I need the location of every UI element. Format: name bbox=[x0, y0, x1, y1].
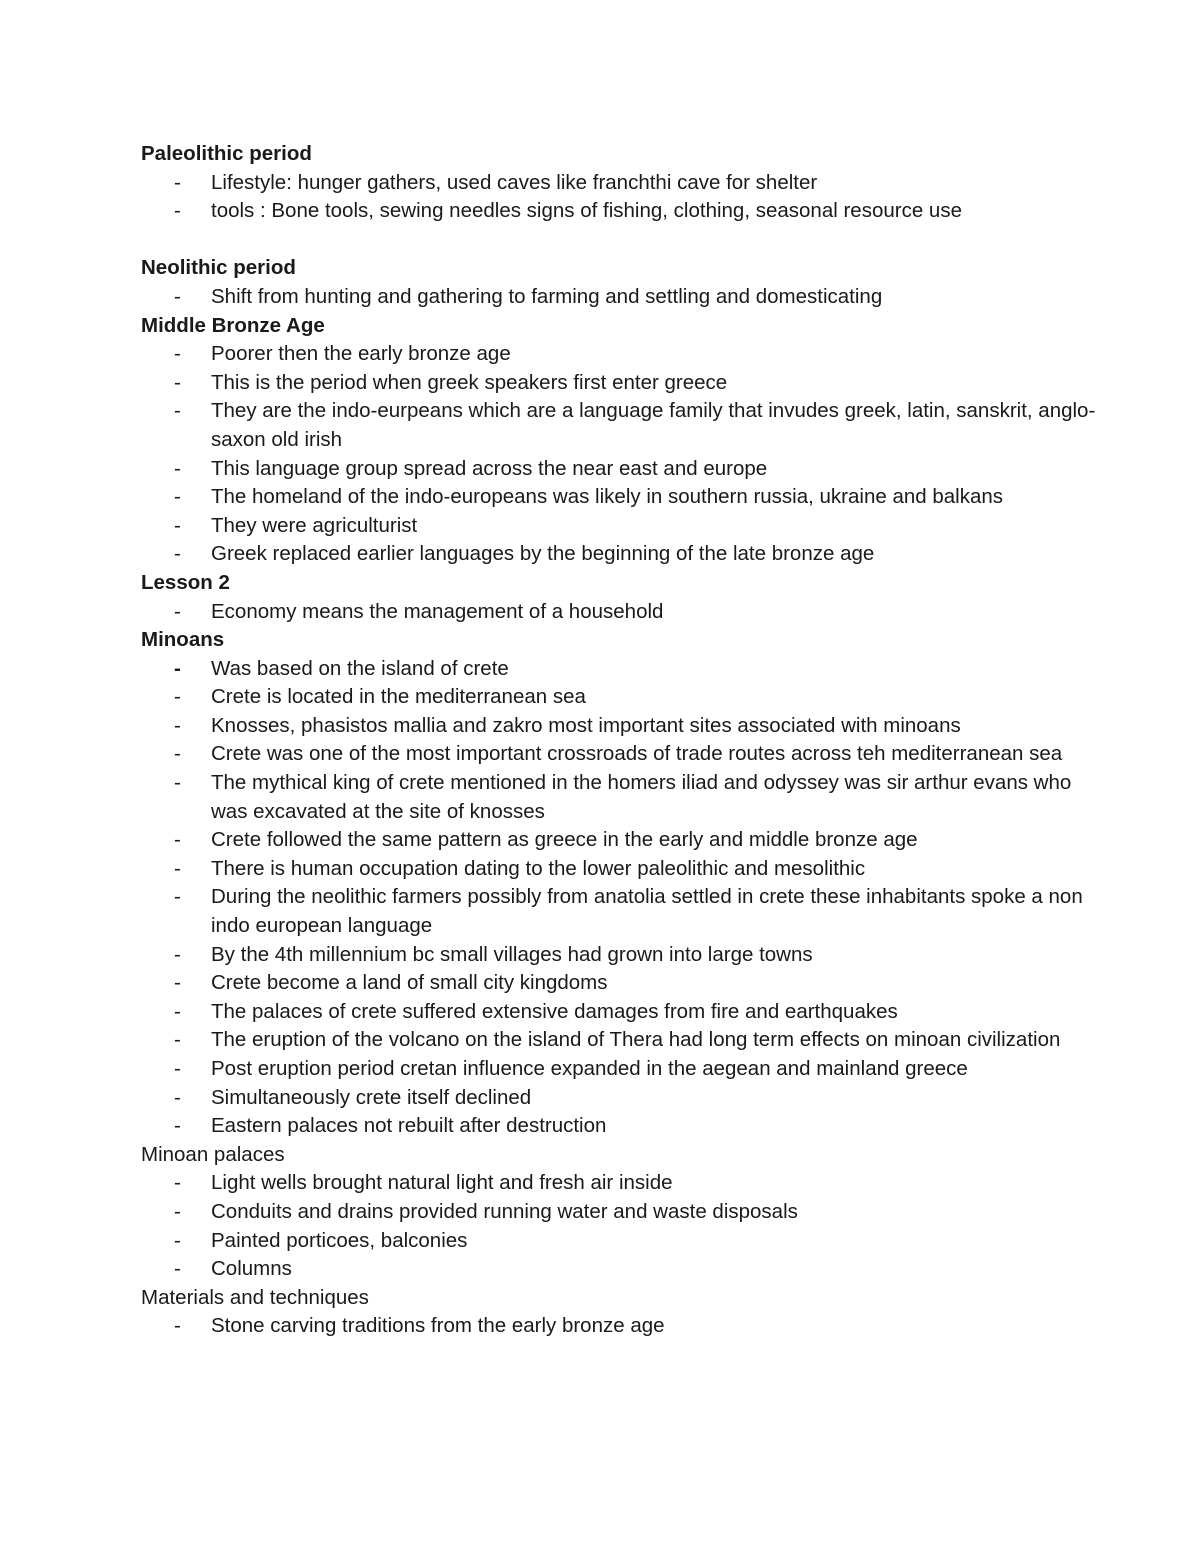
bullet-dash: - bbox=[174, 513, 181, 537]
bullet-dash: - bbox=[174, 399, 181, 423]
section-heading: Middle Bronze Age bbox=[141, 313, 325, 337]
list-item-text: Shift from hunting and gathering to farming and settling and domesticating bbox=[211, 284, 883, 308]
list-item bbox=[141, 1312, 1101, 1341]
list-item-text: Painted porticoes, balconies bbox=[211, 1228, 468, 1252]
list-item-text: The palaces of crete suffered extensive damages from fire and earthquakes bbox=[211, 999, 898, 1023]
bullet-list bbox=[141, 1169, 1101, 1283]
list-item-text: Stone carving traditions from the early bronze age bbox=[211, 1314, 665, 1338]
list-item bbox=[141, 1055, 1101, 1084]
bullet-dash: - bbox=[174, 370, 181, 394]
bullet-dash: - bbox=[174, 685, 181, 709]
list-item bbox=[141, 1169, 1101, 1198]
list-item bbox=[141, 598, 1101, 627]
list-item bbox=[141, 1112, 1101, 1141]
bullet-list bbox=[141, 340, 1101, 569]
list-item-text: Greek replaced earlier languages by the beginning of the late bronze age bbox=[211, 542, 875, 566]
list-item-text: Crete is located in the mediterranean sea bbox=[211, 685, 586, 709]
list-item bbox=[141, 512, 1101, 541]
list-item-text: Simultaneously crete itself declined bbox=[211, 1085, 532, 1109]
list-item bbox=[141, 1227, 1101, 1256]
list-item bbox=[141, 540, 1101, 569]
bullet-dash: - bbox=[174, 542, 181, 566]
list-item bbox=[141, 740, 1101, 769]
list-item-text: This language group spread across the near east and europe bbox=[211, 456, 768, 480]
list-item bbox=[141, 969, 1101, 998]
list-item bbox=[141, 941, 1101, 970]
document-body bbox=[141, 140, 1101, 1341]
bullet-dash: - bbox=[174, 856, 181, 880]
list-item bbox=[141, 197, 1101, 226]
list-item-text: Poorer then the early bronze age bbox=[211, 342, 511, 366]
list-item-text: They were agriculturist bbox=[211, 513, 418, 537]
list-item-text: Post eruption period cretan influence expanded in the aegean and mainland greece bbox=[211, 1057, 968, 1080]
list-item bbox=[141, 169, 1101, 198]
list-item-text: Knosses, phasistos mallia and zakro most important sites associated with minoans bbox=[211, 713, 961, 737]
list-item-text: The eruption of the volcano on the island of Thera had long term effects on minoan civilization bbox=[211, 1028, 1061, 1052]
bullet-dash: - bbox=[174, 1057, 181, 1080]
list-item-text: Crete become a land of small city kingdoms bbox=[211, 971, 608, 995]
section-heading: Materials and techniques bbox=[141, 1285, 369, 1309]
list-item-text: Eastern palaces not rebuilt after destruction bbox=[211, 1114, 607, 1138]
list-item-text: This is the period when greek speakers first enter greece bbox=[211, 370, 728, 394]
bullet-dash: - bbox=[174, 1257, 181, 1281]
bullet-dash: - bbox=[174, 485, 181, 509]
list-item-text: By the 4th millennium bc small villages had grown into large towns bbox=[211, 942, 813, 966]
list-item-text: Crete was one of the most important crossroads of trade routes across teh mediterranean sea bbox=[211, 742, 1063, 766]
list-item bbox=[141, 826, 1101, 855]
list-item-text: The mythical king of crete mentioned in the homers iliad and odyssey was sir arthur evans who was excavated at the site of knosses bbox=[211, 771, 1072, 823]
bullet-list bbox=[141, 169, 1101, 226]
list-item-text: Columns bbox=[211, 1257, 292, 1281]
list-item bbox=[141, 712, 1101, 741]
list-item bbox=[141, 283, 1101, 312]
list-item-text: The homeland of the indo-europeans was likely in southern russia, ukraine and balkans bbox=[211, 485, 1004, 509]
list-item bbox=[141, 683, 1101, 712]
list-item-text: Light wells brought natural light and fresh air inside bbox=[211, 1171, 673, 1195]
bullet-dash: - bbox=[174, 1114, 181, 1138]
bullet-dash: - bbox=[174, 1171, 181, 1195]
bullet-dash: - bbox=[174, 971, 181, 995]
bullet-dash: - bbox=[174, 656, 181, 680]
list-item-text: Crete followed the same pattern as greece in the early and middle bronze age bbox=[211, 828, 918, 852]
list-item bbox=[141, 883, 1101, 940]
bullet-list bbox=[141, 1312, 1101, 1341]
section-heading: Minoans bbox=[141, 628, 225, 652]
list-item bbox=[141, 998, 1101, 1027]
bullet-list bbox=[141, 598, 1101, 627]
section-heading: Lesson 2 bbox=[141, 570, 230, 594]
list-item-text: Was based on the island of crete bbox=[211, 656, 509, 680]
list-item-text: During the neolithic farmers possibly from anatolia settled in crete these inhabitants spoke a non indo european language bbox=[211, 885, 1083, 938]
section-heading: Minoan palaces bbox=[141, 1142, 285, 1166]
section-heading: Neolithic period bbox=[141, 256, 296, 280]
list-item bbox=[141, 397, 1101, 454]
list-item bbox=[141, 1255, 1101, 1284]
bullet-dash: - bbox=[174, 942, 181, 966]
list-item bbox=[141, 340, 1101, 369]
bullet-dash: - bbox=[174, 1028, 181, 1052]
bullet-dash: - bbox=[174, 1199, 181, 1223]
section-heading: Paleolithic period bbox=[141, 142, 312, 165]
list-item bbox=[141, 655, 1101, 684]
bullet-list bbox=[141, 283, 1101, 312]
list-item-text: Conduits and drains provided running water and waste disposals bbox=[211, 1199, 798, 1223]
blank-line bbox=[141, 226, 1101, 255]
bullet-dash: - bbox=[174, 713, 181, 737]
bullet-dash: - bbox=[174, 1085, 181, 1109]
bullet-dash: - bbox=[174, 1314, 181, 1338]
list-item bbox=[141, 483, 1101, 512]
bullet-dash: - bbox=[174, 742, 181, 766]
list-item bbox=[141, 1084, 1101, 1113]
list-item-text: Lifestyle: hunger gathers, used caves like franchthi cave for shelter bbox=[211, 170, 818, 194]
bullet-dash: - bbox=[174, 828, 181, 852]
bullet-dash: - bbox=[174, 1228, 181, 1252]
bullet-dash: - bbox=[174, 456, 181, 480]
bullet-dash: - bbox=[174, 199, 181, 223]
bullet-dash: - bbox=[174, 885, 181, 909]
bullet-dash: - bbox=[174, 599, 181, 623]
bullet-dash: - bbox=[174, 170, 181, 194]
list-item bbox=[141, 455, 1101, 484]
bullet-dash: - bbox=[174, 999, 181, 1023]
bullet-list bbox=[141, 655, 1101, 1141]
list-item-text: Economy means the management of a household bbox=[211, 599, 664, 623]
list-item bbox=[141, 855, 1101, 884]
list-item bbox=[141, 369, 1101, 398]
list-item-text: They are the indo-eurpeans which are a language family that invudes greek, latin, sanskrit, anglo-saxon old irish bbox=[211, 399, 1096, 451]
list-item-text: tools : Bone tools, sewing needles signs of fishing, clothing, seasonal resource use bbox=[211, 199, 962, 223]
bullet-dash: - bbox=[174, 284, 181, 308]
list-item-text: There is human occupation dating to the lower paleolithic and mesolithic bbox=[211, 856, 866, 880]
list-item bbox=[141, 1198, 1101, 1227]
bullet-dash: - bbox=[174, 771, 181, 795]
list-item bbox=[141, 1026, 1101, 1055]
list-item bbox=[141, 769, 1101, 826]
bullet-dash: - bbox=[174, 342, 181, 366]
